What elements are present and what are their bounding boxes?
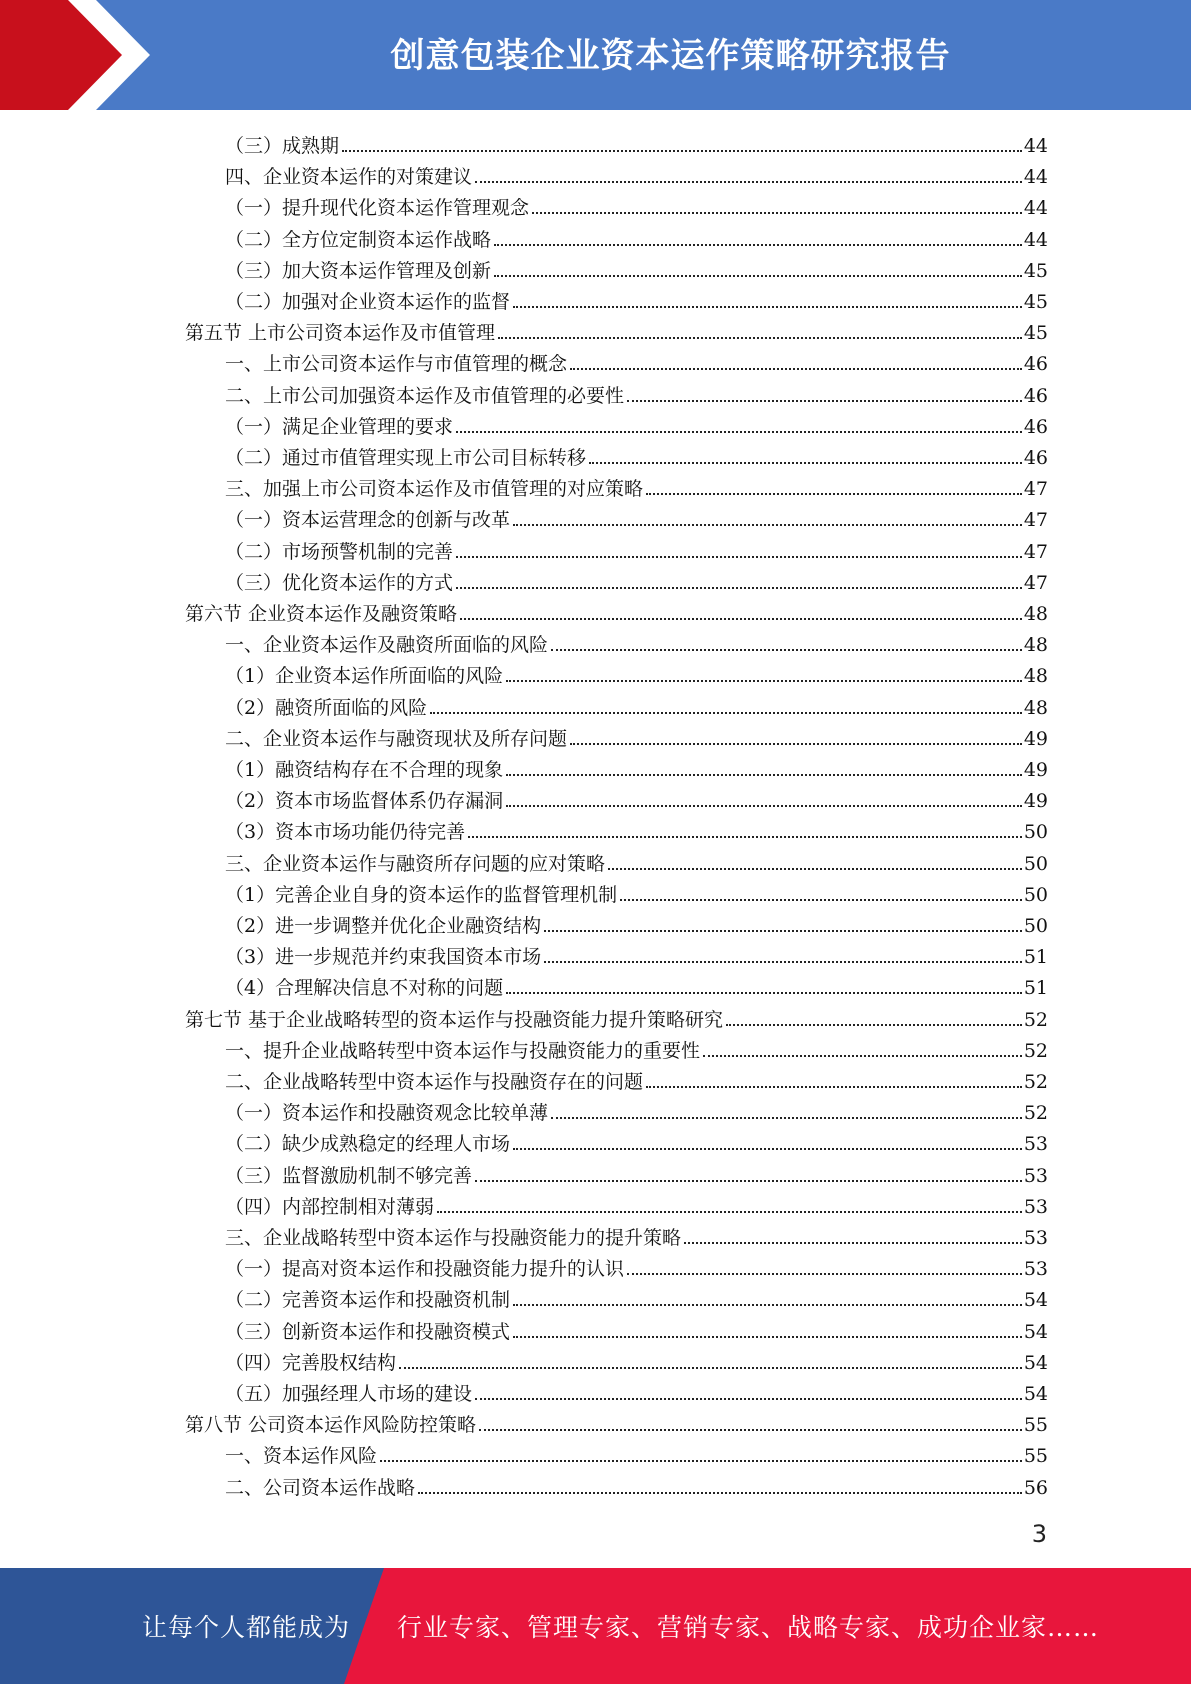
toc-dot-leader [475,1398,1022,1400]
toc-entry-page: 52 [1023,1071,1048,1093]
toc-entry-title: （一）满足企业管理的要求 [225,415,454,438]
toc-entry-page: 50 [1023,821,1048,844]
toc-entry-title: （二）完善资本运作和投融资机制 [225,1289,511,1312]
toc-entry-page: 47 [1023,571,1048,594]
toc-entry[interactable] [225,1125,1048,1155]
toc-dot-leader [479,1429,1022,1431]
toc-dot-leader [726,1024,1022,1026]
toc-dot-leader [506,680,1022,682]
toc-entry[interactable] [225,252,1048,282]
toc-dot-leader [513,1336,1022,1338]
toc-entry[interactable] [225,720,1048,750]
toc-entry-page: 55 [1023,1414,1048,1437]
toc-entry-title: （四）完善股权结构 [225,1351,397,1374]
toc-dot-leader [460,618,1022,620]
toc-dot-leader [468,836,1022,838]
toc-entry[interactable] [185,314,1048,344]
toc-dot-leader [551,649,1022,651]
toc-entry-title: （三）创新资本运作和投融资模式 [225,1320,511,1343]
toc-dot-leader [646,493,1022,495]
toc-entry-title: （二）市场预警机制的完善 [225,540,454,563]
toc-entry[interactable] [225,470,1048,500]
toc-entry[interactable] [225,221,1048,251]
toc-entry[interactable] [225,1313,1048,1343]
toc-entry-page: 49 [1023,759,1048,781]
toc-entry-page: 49 [1023,727,1048,750]
toc-entry-page: 52 [1023,1039,1048,1062]
toc-entry-page: 48 [1023,603,1048,625]
toc-entry[interactable] [225,751,1048,781]
toc-entry-title: 三、企业战略转型中资本运作与投融资能力的提升策略 [225,1227,682,1249]
toc-entry-title: （1）完善企业自身的资本运作的监督管理机制 [225,883,618,906]
toc-dot-leader [475,1180,1022,1182]
toc-entry-title: （二）缺少成熟稳定的经理人市场 [225,1133,511,1156]
toc-entry-title: 第六节 企业资本运作及融资策略 [185,603,458,625]
toc-entry-page: 50 [1023,852,1048,875]
toc-dot-leader [506,774,1022,776]
toc-entry[interactable] [225,1437,1048,1467]
toc-dot-leader [513,524,1022,526]
toc-entry-title: 一、提升企业战略转型中资本运作与投融资能力的重要性 [225,1039,701,1062]
toc-entry[interactable] [225,408,1048,438]
toc-dot-leader [475,181,1022,183]
toc-entry-title: 一、企业资本运作及融资所面临的风险 [225,634,549,657]
toc-entry-page: 53 [1023,1195,1048,1218]
toc-entry-page: 49 [1023,790,1048,813]
toc-entry-page: 46 [1023,353,1048,376]
toc-dot-leader [570,368,1022,370]
toc-dot-leader [551,1117,1022,1119]
toc-dot-leader [418,1492,1022,1494]
toc-entry[interactable] [225,1375,1048,1405]
toc-entry-title: 三、加强上市公司资本运作及市值管理的对应策略 [225,478,644,501]
toc-dot-leader [494,275,1022,277]
toc-entry-page: 46 [1023,415,1048,438]
toc-dot-leader [506,992,1022,994]
toc-entry-title: 第七节 基于企业战略转型的资本运作与投融资能力提升策略研究 [185,1008,724,1031]
toc-entry-page: 46 [1023,384,1048,407]
toc-entry-title: （一）提升现代化资本运作管理观念 [225,197,530,220]
toc-dot-leader [513,306,1022,308]
report-title: 创意包装企业资本运作策略研究报告 [390,35,951,76]
toc-dot-leader [437,1211,1022,1213]
toc-entry-page: 48 [1023,696,1048,719]
toc-entry-page: 45 [1023,322,1048,345]
toc-entry-title: 一、上市公司资本运作与市值管理的概念 [225,353,568,376]
header-banner [0,0,1191,110]
toc-entry-page: 45 [1023,291,1048,313]
toc-dot-leader [620,899,1022,901]
toc-entry-title: （三）监督激励机制不够完善 [225,1164,473,1187]
toc-entry-title: （二）全方位定制资本运作战略 [225,228,492,251]
toc-dot-leader [430,712,1022,714]
toc-dot-leader [456,556,1022,558]
toc-dot-leader [608,868,1022,870]
toc-entry[interactable] [225,969,1048,999]
toc-entry[interactable] [225,564,1048,594]
toc-entry-title: （四）内部控制相对薄弱 [225,1195,435,1218]
toc-entry[interactable] [225,1188,1048,1218]
toc-entry-page: 56 [1023,1476,1048,1499]
toc-entry[interactable] [225,907,1048,937]
toc-entry-page: 54 [1023,1320,1048,1343]
toc-entry-title: （1）企业资本运作所面临的风险 [225,665,504,688]
toc-dot-leader [646,1086,1022,1088]
toc-entry-page: 54 [1023,1383,1048,1405]
toc-entry-page: 52 [1023,1102,1048,1125]
toc-entry-title: 二、公司资本运作战略 [225,1476,416,1499]
toc-entry-page: 48 [1023,665,1048,688]
toc-dot-leader [589,462,1022,464]
toc-entry-page: 47 [1023,540,1048,563]
toc-entry-page: 50 [1023,915,1048,937]
toc-entry[interactable] [185,595,1048,625]
toc-entry[interactable] [185,1001,1048,1031]
toc-dot-leader [513,1148,1022,1150]
toc-entry[interactable] [225,1032,1048,1062]
toc-entry[interactable] [225,439,1048,469]
toc-entry-title: （3）资本市场功能仍待完善 [225,821,466,844]
toc-dot-leader [703,1055,1022,1057]
toc-entry-title: （3）进一步规范并约束我国资本市场 [225,946,542,969]
toc-entry[interactable] [225,1219,1048,1249]
toc-entry-page: 53 [1023,1133,1048,1156]
toc-dot-leader [494,244,1022,246]
toc-entry-page: 55 [1023,1445,1048,1468]
toc-entry-page: 53 [1023,1164,1048,1187]
toc-entry-title: 四、企业资本运作的对策建议 [225,166,473,189]
footer-banner [0,1568,1191,1684]
toc-entry-title: 一、资本运作风险 [225,1445,378,1468]
toc-entry-title: 第八节 公司资本运作风险防控策略 [185,1414,477,1437]
toc-entry[interactable] [225,1469,1048,1499]
footer-slogan-right: 行业专家、管理专家、营销专家、战略专家、成功企业家…… [397,1613,1100,1642]
toc-dot-leader [506,805,1022,807]
toc-entry[interactable] [225,127,1048,157]
toc-entry-title: （三）成熟期 [225,135,340,157]
toc-entry-page: 51 [1023,946,1048,969]
toc-entry-page: 47 [1023,509,1048,532]
toc-dot-leader [456,431,1022,433]
toc-entry-title: 第五节 上市公司资本运作及市值管理 [185,322,496,345]
toc-entry[interactable] [225,377,1048,407]
toc-dot-leader [684,1242,1022,1244]
toc-entry-title: （三）加大资本运作管理及创新 [225,259,492,282]
toc-dot-leader [498,337,1022,339]
toc-dot-leader [627,1273,1022,1275]
toc-entry-title: 二、企业资本运作与融资现状及所存问题 [225,727,568,750]
toc-entry[interactable] [225,1094,1048,1124]
toc-entry-page: 53 [1023,1227,1048,1249]
toc-entry-page: 44 [1023,135,1048,157]
toc-entry[interactable] [225,1250,1048,1280]
toc-entry-page: 48 [1023,634,1048,657]
toc-entry-title: 三、企业资本运作与融资所存问题的应对策略 [225,852,606,875]
toc-entry[interactable] [225,657,1048,687]
toc-dot-leader [513,1304,1022,1306]
toc-entry-title: （2）融资所面临的风险 [225,696,428,719]
toc-entry-page: 46 [1023,447,1048,469]
toc-entry[interactable] [225,345,1048,375]
toc-entry-title: （2）资本市场监督体系仍存漏洞 [225,790,504,813]
toc-entry-title: （二）通过市值管理实现上市公司目标转移 [225,447,587,469]
toc-entry-title: （1）融资结构存在不合理的现象 [225,759,504,781]
toc-entry-page: 51 [1023,977,1048,1000]
toc-entry-page: 47 [1023,478,1048,501]
toc-dot-leader [544,930,1022,932]
toc-entry[interactable] [225,158,1048,188]
toc-dot-leader [627,400,1022,402]
toc-dot-leader [544,961,1022,963]
toc-entry[interactable] [225,876,1048,906]
toc-entry-title: （一）资本运作和投融资观念比较单薄 [225,1102,549,1125]
toc-entry[interactable] [225,283,1048,313]
toc-entry-page: 50 [1023,883,1048,906]
toc-entry[interactable] [225,1157,1048,1187]
toc-entry-title: （2）进一步调整并优化企业融资结构 [225,915,542,937]
header-arrow-decoration [0,0,150,110]
toc-entry[interactable] [225,689,1048,719]
toc-entry[interactable] [225,533,1048,563]
toc-entry[interactable] [225,938,1048,968]
toc-entry[interactable] [225,782,1048,812]
toc-entry[interactable] [185,1406,1048,1436]
footer-slogan-left: 让每个人都能成为 [142,1613,351,1642]
toc-entry-title: 二、上市公司加强资本运作及市值管理的必要性 [225,384,625,407]
toc-entry-page: 52 [1023,1008,1048,1031]
toc-entry-page: 44 [1023,228,1048,251]
toc-entry-title: （一）提高对资本运作和投融资能力提升的认识 [225,1258,625,1281]
toc-entry-title: 二、企业战略转型中资本运作与投融资存在的问题 [225,1071,644,1093]
toc-dot-leader [342,150,1022,152]
toc-entry-title: （一）资本运营理念的创新与改革 [225,509,511,532]
toc-entry-title: （五）加强经理人市场的建设 [225,1383,473,1405]
toc-entry-page: 44 [1023,166,1048,189]
toc-entry-page: 54 [1023,1351,1048,1374]
toc-entry[interactable] [225,845,1048,875]
page-number: 3 [1031,1520,1047,1548]
toc-dot-leader [456,587,1022,589]
toc-dot-leader [570,743,1022,745]
toc-entry[interactable] [225,1063,1048,1093]
toc-entry[interactable] [225,501,1048,531]
toc-entry[interactable] [225,1344,1048,1374]
toc-entry-title: （三）优化资本运作的方式 [225,571,454,594]
toc-entry-page: 54 [1023,1289,1048,1312]
toc-entry[interactable] [225,1281,1048,1311]
toc-entry-page: 53 [1023,1258,1048,1281]
toc-entry-title: （4）合理解决信息不对称的问题 [225,977,504,1000]
toc-entry-title: （二）加强对企业资本运作的监督 [225,291,511,313]
toc-entry-page: 45 [1023,259,1048,282]
toc-entry[interactable] [225,813,1048,843]
toc-dot-leader [399,1367,1022,1369]
toc-entry[interactable] [225,189,1048,219]
toc-entry-page: 44 [1023,197,1048,220]
toc-entry[interactable] [225,626,1048,656]
toc-dot-leader [532,212,1022,214]
toc-dot-leader [380,1460,1022,1462]
